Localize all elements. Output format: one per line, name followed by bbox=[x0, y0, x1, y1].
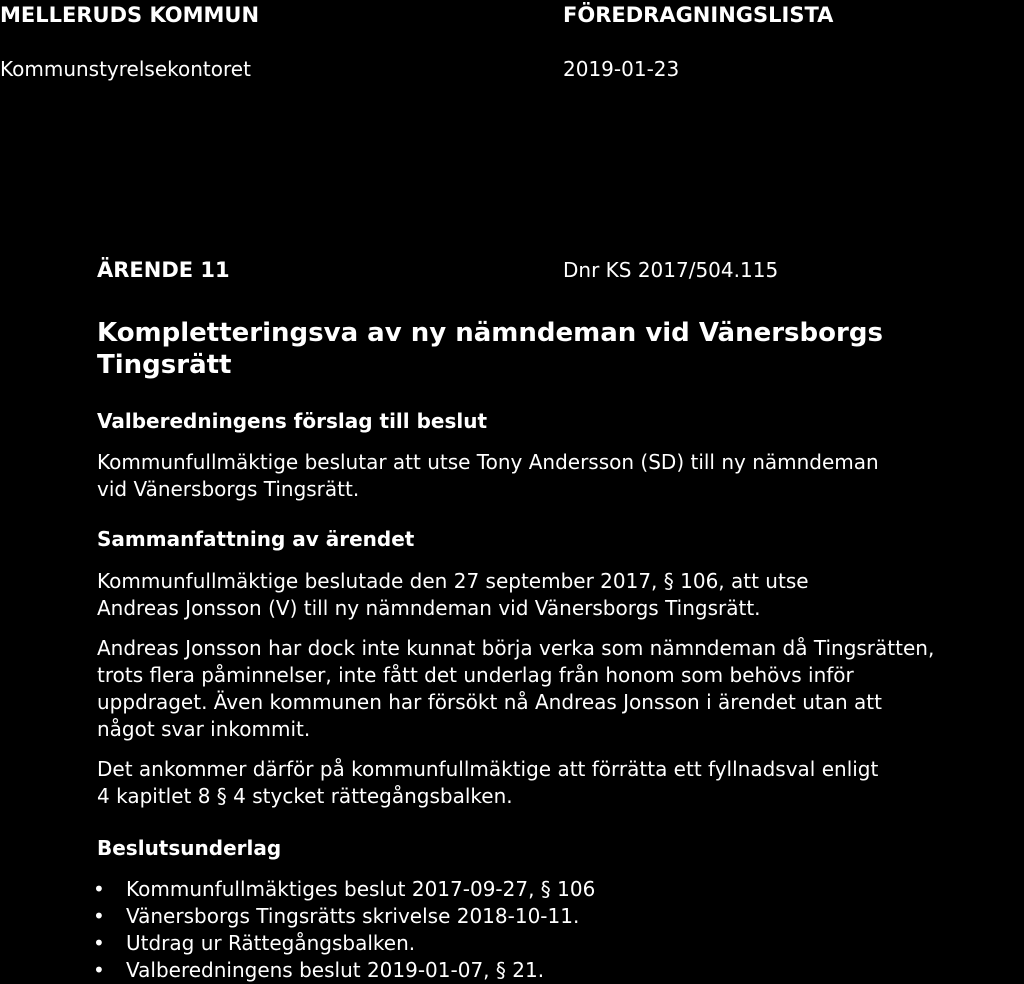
proposal-heading: Valberedningens förslag till beslut bbox=[97, 409, 488, 433]
list-item-text: Kommunfullmäktiges beslut 2017-09-27, § 106 bbox=[126, 877, 596, 901]
document-date: 2019-01-23 bbox=[563, 57, 680, 81]
list-item-text: Vänersborgs Tingsrätts skrivelse 2018-10-11. bbox=[126, 904, 580, 928]
list-item-text: Valberedningens beslut 2019-01-07, § 21. bbox=[126, 958, 545, 982]
summary-paragraph bbox=[97, 568, 809, 622]
bullet-icon: • bbox=[93, 877, 105, 901]
document-type: FÖREDRAGNINGSLISTA bbox=[563, 3, 834, 27]
summary-line: uppdraget. Även kommunen har försökt nå Andreas Jonsson i ärendet utan att bbox=[97, 690, 882, 714]
summary-paragraph bbox=[97, 756, 878, 810]
list-item bbox=[93, 930, 595, 957]
summary-line: trots flera påminnelser, inte fått det underlag från honom som behövs inför bbox=[97, 663, 854, 687]
proposal-line: Kommunfullmäktige beslutar att utse Tony Andersson (SD) till ny nämndeman bbox=[97, 450, 879, 474]
summary-line: Andreas Jonsson (V) till ny nämndeman vid Vänersborgs Tingsrätt. bbox=[97, 596, 761, 620]
summary-line: något svar inkommit. bbox=[97, 717, 311, 741]
summary-paragraph bbox=[97, 635, 934, 743]
bullet-icon: • bbox=[93, 931, 105, 955]
summary-line: Det ankommer därför på kommunfullmäktige att förrätta ett fyllnadsval enligt bbox=[97, 757, 879, 781]
item-dnr: Dnr KS 2017/504.115 bbox=[563, 258, 779, 282]
department-name: Kommunstyrelsekontoret bbox=[0, 57, 251, 81]
item-title: Kompletteringsva av ny nämndeman vid Vänersborgs Tingsrätt bbox=[97, 318, 883, 380]
basis-heading: Beslutsunderlag bbox=[97, 836, 282, 860]
list-item bbox=[93, 903, 595, 930]
summary-line: Kommunfullmäktige beslutade den 27 september 2017, § 106, att utse bbox=[97, 569, 809, 593]
basis-list bbox=[93, 876, 595, 984]
summary-line: Andreas Jonsson har dock inte kunnat börja verka som nämndeman då Tingsrätten, bbox=[97, 636, 935, 660]
summary-heading: Sammanfattning av ärendet bbox=[97, 527, 415, 551]
list-item-text: Utdrag ur Rättegångsbalken. bbox=[126, 931, 416, 955]
proposal-line: vid Vänersborgs Tingsrätt. bbox=[97, 477, 360, 501]
list-item bbox=[93, 876, 595, 903]
item-number: ÄRENDE 11 bbox=[97, 258, 230, 282]
proposal-paragraph bbox=[97, 449, 879, 503]
bullet-icon: • bbox=[93, 958, 105, 982]
organization-name: MELLERUDS KOMMUN bbox=[0, 3, 260, 27]
bullet-icon: • bbox=[93, 904, 105, 928]
summary-line: 4 kapitlet 8 § 4 stycket rättegångsbalken. bbox=[97, 784, 513, 808]
